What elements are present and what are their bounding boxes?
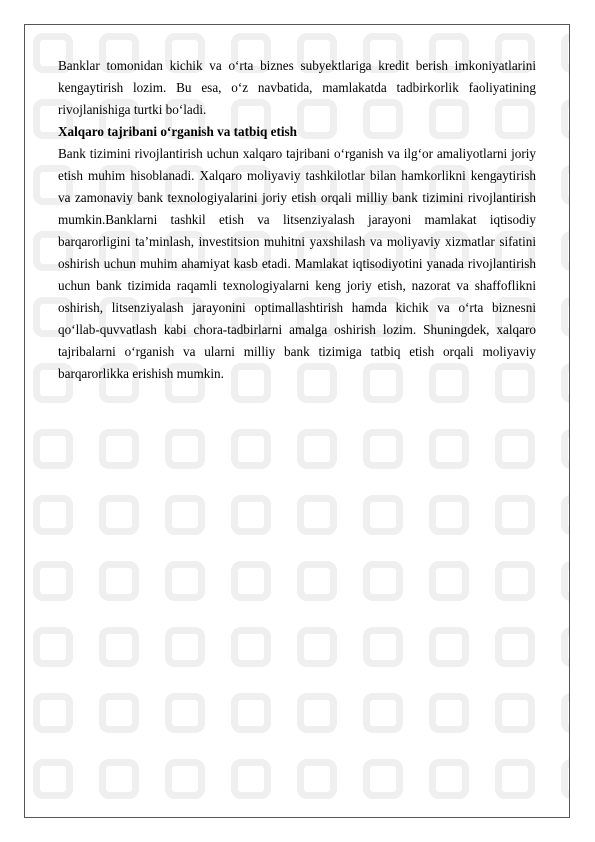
watermark-tile — [561, 429, 570, 469]
watermark-tile — [99, 759, 139, 799]
watermark-tile — [561, 561, 570, 601]
watermark-tile — [495, 693, 535, 733]
watermark-tile — [33, 693, 73, 733]
watermark-tile — [99, 627, 139, 667]
watermark-tile — [297, 693, 337, 733]
watermark-tile — [165, 759, 205, 799]
watermark-tile — [33, 759, 73, 799]
watermark-tile — [495, 759, 535, 799]
watermark-tile — [99, 693, 139, 733]
watermark-tile — [561, 627, 570, 667]
paragraph: Banklar tomonidan kichik va o‘rta biznes subyektlariga kredit berish imkoniyatlarini kengaytirish lozim. Bu esa, o‘z navbatida, mamlakatda tadbirkorlik faoliyatining rivojlanishiga turtki bo‘ladi. — [58, 58, 536, 117]
watermark-tile — [561, 759, 570, 799]
watermark-tile — [99, 561, 139, 601]
watermark-tile — [297, 495, 337, 535]
watermark-tile — [561, 297, 570, 337]
watermark-tile — [165, 693, 205, 733]
watermark-tile — [429, 561, 469, 601]
watermark-tile — [231, 759, 271, 799]
page-frame — [24, 24, 570, 818]
watermark-tile — [561, 693, 570, 733]
watermark-tile — [495, 561, 535, 601]
document-body — [58, 55, 536, 385]
watermark-tile — [429, 759, 469, 799]
watermark-tile — [297, 627, 337, 667]
watermark-tile — [99, 429, 139, 469]
watermark-tile — [231, 627, 271, 667]
watermark-tile — [231, 561, 271, 601]
watermark-tile — [297, 561, 337, 601]
watermark-tile — [429, 627, 469, 667]
watermark-tile — [561, 33, 570, 73]
watermark-tile — [297, 759, 337, 799]
watermark-tile — [363, 429, 403, 469]
watermark-tile — [33, 429, 73, 469]
watermark-tile — [363, 759, 403, 799]
watermark-tile — [561, 99, 570, 139]
watermark-tile — [231, 429, 271, 469]
watermark-tile — [165, 561, 205, 601]
watermark-tile — [363, 495, 403, 535]
section-heading: Xalqaro tajribani o‘rganish va tatbiq etish — [58, 124, 297, 139]
watermark-tile — [165, 429, 205, 469]
watermark-tile — [495, 429, 535, 469]
watermark-tile — [561, 363, 570, 403]
watermark-tile — [165, 627, 205, 667]
watermark-tile — [231, 495, 271, 535]
paragraph: Bank tizimini rivojlantirish uchun xalqaro tajribani o‘rganish va ilg‘or amaliyotlarni joriy etish muhim hisoblanadi. Xalqaro moliyaviy tashkilotlar bilan hamkorlikni kengaytirish va zamonaviy bank texnologiyalarini joriy etish orqali milliy bank tizimini rivojlantirish mumkin.Banklarni tashkil etish va litsenziyalash jarayoni mamlakat iqtisodiy barqarorligini ta’minlash, investitsion muhitni yaxshilash va moliyaviy xizmatlar sifatini oshirish uchun muhim ahamiyat kasb etadi. Mamlakat iqtisodiyotini yanada rivojlantirish uchun bank tizimida raqamli texnologiyalarni keng joriy etish, nazorat va shaffoflikni oshirish, litsenziyalash jarayonini optimallashtirish hamda kichik va o‘rta biznesni qo‘llab-quvvatlash kabi chora-tadbirlarni amalga oshirish lozim. Shuningdek, xalqaro tajribalarni o‘rganish va ularni milliy bank tizimiga tatbiq etish orqali moliyaviy barqarorlikka erishish mumkin. — [58, 146, 536, 381]
watermark-tile — [231, 693, 271, 733]
watermark-tile — [297, 429, 337, 469]
watermark-tile — [363, 561, 403, 601]
watermark-tile — [429, 693, 469, 733]
watermark-tile — [363, 693, 403, 733]
watermark-tile — [561, 165, 570, 205]
watermark-tile — [561, 495, 570, 535]
watermark-tile — [429, 429, 469, 469]
watermark-tile — [33, 627, 73, 667]
watermark-tile — [33, 495, 73, 535]
watermark-tile — [165, 495, 205, 535]
watermark-tile — [495, 627, 535, 667]
watermark-tile — [561, 231, 570, 271]
watermark-tile — [363, 627, 403, 667]
watermark-tile — [99, 495, 139, 535]
watermark-tile — [33, 561, 73, 601]
watermark-tile — [495, 495, 535, 535]
watermark-tile — [429, 495, 469, 535]
